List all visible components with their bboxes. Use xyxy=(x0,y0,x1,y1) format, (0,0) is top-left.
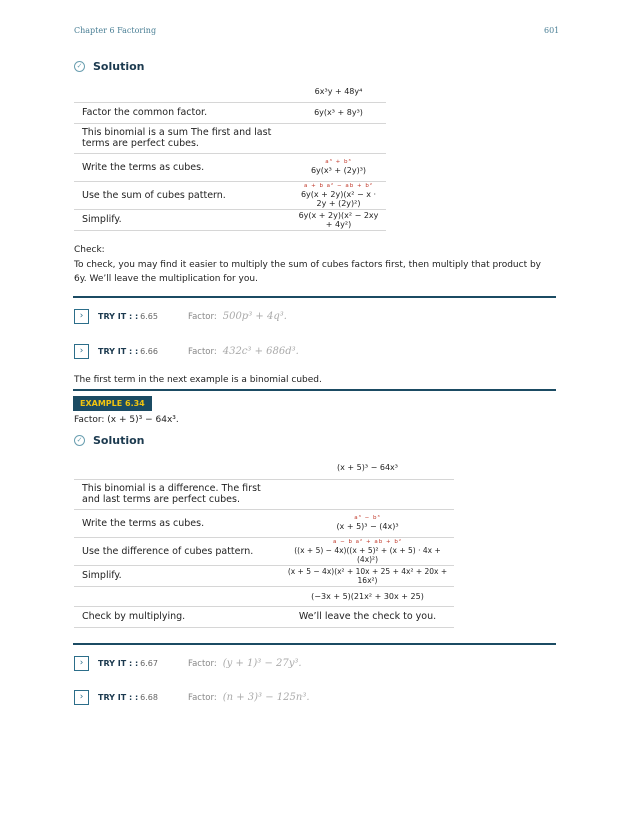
step-desc: This binomial is a sum The first and last terms are perfect cubes. xyxy=(74,123,291,153)
check-circle-icon: ✓ xyxy=(74,61,85,72)
step-math xyxy=(281,479,454,509)
table-row xyxy=(74,82,386,102)
page-number: 601 xyxy=(544,26,560,35)
try-it-number: 6.67 xyxy=(140,659,158,668)
table-row xyxy=(74,209,386,230)
try-it-6-65 xyxy=(74,309,287,324)
divider xyxy=(73,643,556,645)
step-math: ((x + 5) − 4x)((x + 5)² + (x + 5) · 4x + (4x)²) xyxy=(294,545,441,564)
table-row xyxy=(74,537,454,565)
table-row xyxy=(74,102,386,123)
step-math-cell xyxy=(291,153,386,181)
try-it-factor: Factor: xyxy=(187,692,217,703)
step-desc xyxy=(74,586,281,606)
solution-heading xyxy=(74,60,145,73)
table-row xyxy=(74,586,454,606)
head-math: 6x³y + 48y⁴ xyxy=(291,82,386,102)
step-desc: Use the sum of cubes pattern. xyxy=(74,181,291,209)
try-it-number: 6.68 xyxy=(140,693,158,702)
try-it-factor: Factor: xyxy=(187,311,217,322)
divider xyxy=(73,296,556,298)
try-it-6-67 xyxy=(74,656,302,671)
solution-label: Solution xyxy=(93,60,145,73)
example-banner xyxy=(73,389,556,408)
head-math: (x + 5)³ − 64x³ xyxy=(281,457,454,479)
try-it-number: 6.65 xyxy=(140,312,158,321)
intro-text: The first term in the next example is a binomial cubed. xyxy=(74,375,322,385)
try-it-label: TRY IT : : xyxy=(98,693,139,702)
step-desc: Write the terms as cubes. xyxy=(74,153,291,181)
step-desc: Simplify. xyxy=(74,209,291,230)
solution-heading xyxy=(74,434,145,447)
step-desc: Factor the common factor. xyxy=(74,102,291,123)
table-row xyxy=(74,509,454,537)
table-row xyxy=(74,153,386,181)
step-math: (x + 5 − 4x)(x² + 10x + 25 + 4x² + 20x + 16x²) xyxy=(281,565,454,586)
step-desc: Use the difference of cubes pattern. xyxy=(74,537,281,565)
try-it-label: TRY IT : : xyxy=(98,312,139,321)
chevron-right-icon[interactable]: › xyxy=(74,656,89,671)
step-math xyxy=(291,123,386,153)
try-it-label: TRY IT : : xyxy=(98,659,139,668)
step-desc: Write the terms as cubes. xyxy=(74,509,281,537)
solution-table-1 xyxy=(74,82,386,231)
try-it-label: TRY IT : : xyxy=(98,347,139,356)
pattern-label: a³ + b³ xyxy=(325,159,352,165)
chevron-right-icon[interactable]: › xyxy=(74,309,89,324)
step-math-cell xyxy=(281,537,454,565)
chapter-header: Chapter 6 Factoring xyxy=(74,26,157,35)
chevron-right-icon[interactable]: › xyxy=(74,690,89,705)
table-row xyxy=(74,457,454,479)
table-row xyxy=(74,479,454,509)
try-it-6-68 xyxy=(74,690,310,705)
step-math: 6y(x³ + 8y³) xyxy=(291,102,386,123)
pattern-label: a + b a² − ab + b² xyxy=(303,182,374,189)
table-row xyxy=(74,123,386,153)
chevron-right-icon[interactable]: › xyxy=(74,344,89,359)
step-desc: Check by multiplying. xyxy=(74,606,281,627)
try-it-number: 6.66 xyxy=(140,347,158,356)
try-it-factor: Factor: xyxy=(187,658,217,669)
table-row xyxy=(74,606,454,627)
step-math-cell xyxy=(291,181,386,209)
step-desc: Simplify. xyxy=(74,565,281,586)
step-math: (x + 5)³ − (4x)³ xyxy=(336,522,399,531)
solution-table-2 xyxy=(74,457,454,628)
table-row xyxy=(74,181,386,209)
example-tag: EXAMPLE 6.34 xyxy=(73,396,152,411)
check-text: To check, you may find it easier to multiply the sum of cubes factors first, then multiply that product by 6y. We’ll leave the multiplication for you. xyxy=(74,260,542,284)
step-math: We’ll leave the check to you. xyxy=(281,606,454,627)
try-it-factor: Factor: xyxy=(187,346,217,357)
check-circle-icon: ✓ xyxy=(74,435,85,446)
step-math: 6y(x + 2y)(x² − 2xy + 4y²) xyxy=(291,209,386,230)
step-math: 6y(x³ + (2y)³) xyxy=(310,166,367,175)
step-desc: This binomial is a difference. The first and last terms are perfect cubes. xyxy=(74,479,281,509)
check-label: Check: xyxy=(74,245,105,255)
example-problem: Factor: (x + 5)³ − 64x³. xyxy=(74,415,179,425)
step-math-cell xyxy=(281,509,454,537)
try-it-expression: 500p³ + 4q³. xyxy=(222,311,287,322)
table-row xyxy=(74,565,454,586)
try-it-6-66 xyxy=(74,344,299,359)
try-it-expression: 432c³ + 686d³. xyxy=(222,346,299,357)
pattern-label: a³ − b³ xyxy=(354,515,381,521)
step-math: 6y(x + 2y)(x² − x · 2y + (2y)²) xyxy=(300,189,377,208)
try-it-expression: (y + 1)³ − 27y³. xyxy=(222,658,302,669)
solution-label: Solution xyxy=(93,434,145,447)
pattern-label: a − b a² + ab + b² xyxy=(332,538,403,545)
step-math: (−3x + 5)(21x² + 30x + 25) xyxy=(281,586,454,606)
try-it-expression: (n + 3)³ − 125n³. xyxy=(222,692,310,703)
